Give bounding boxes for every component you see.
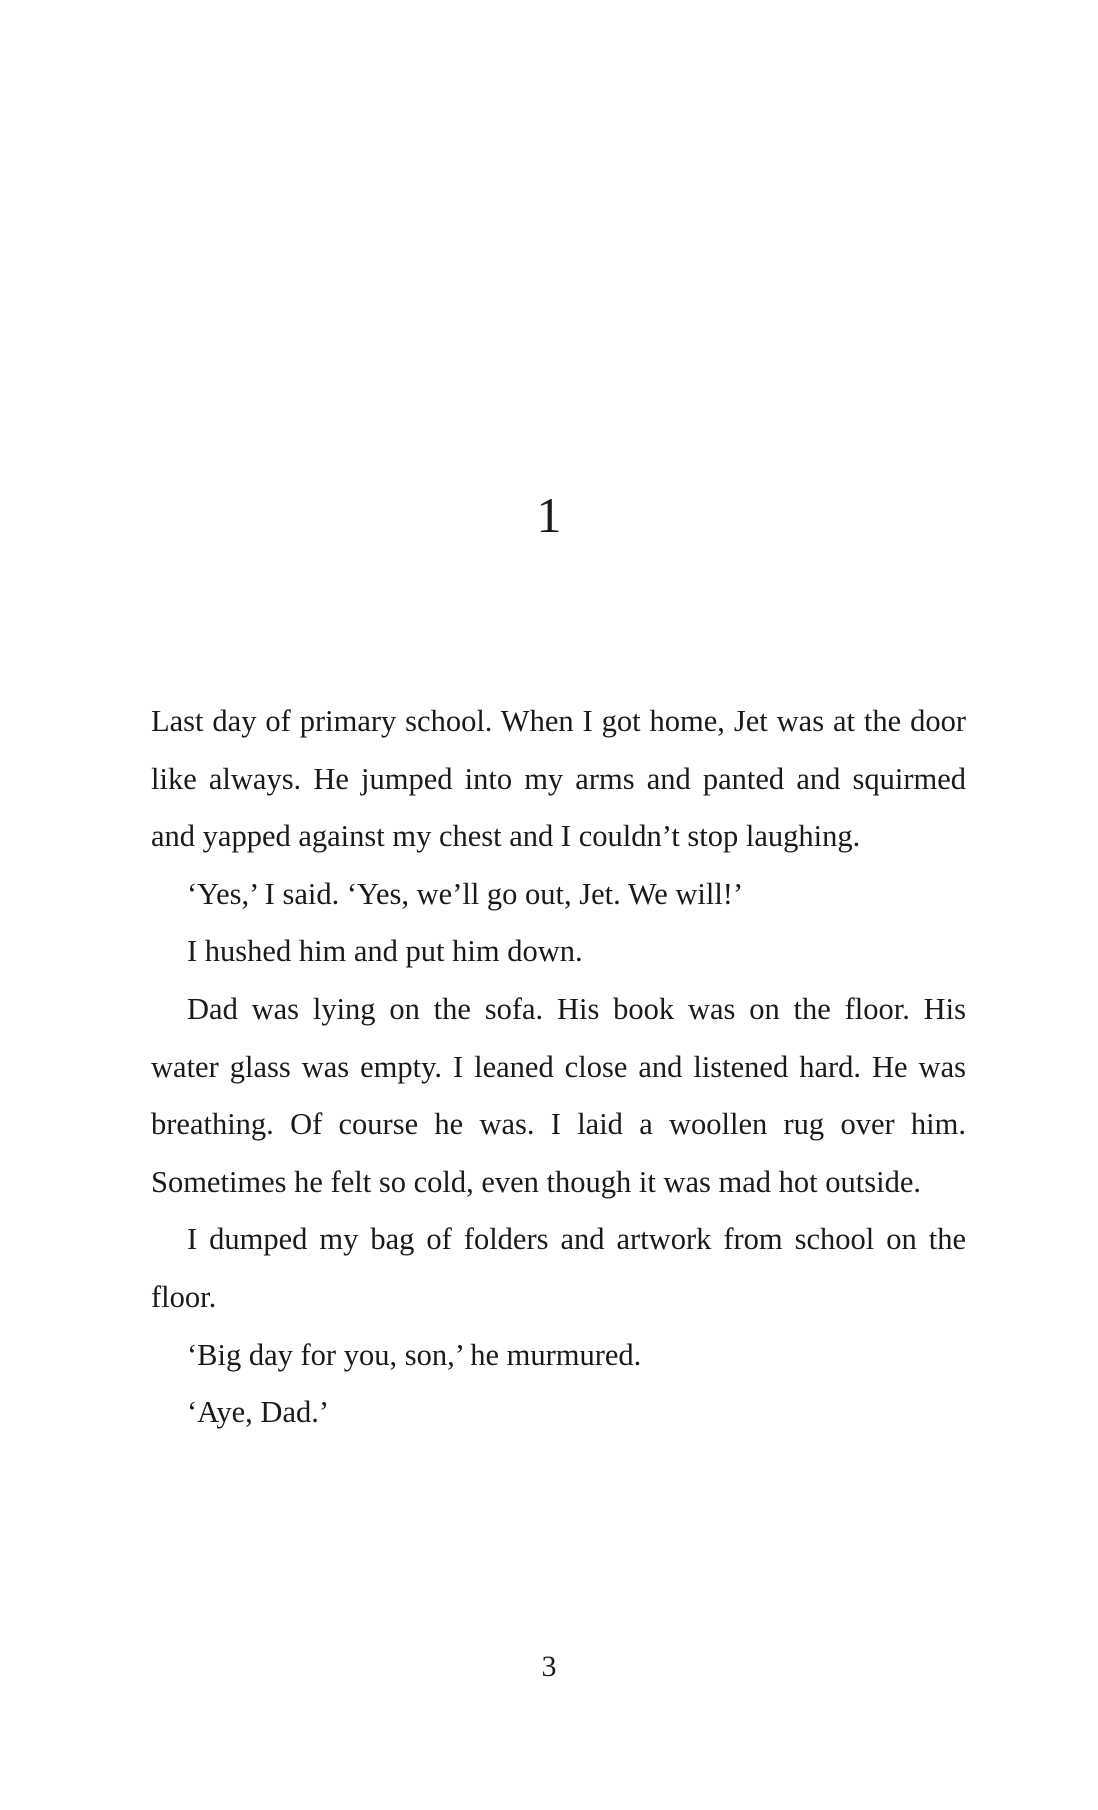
chapter-body <box>151 693 966 1442</box>
paragraph: I dumped my bag of folders and artwork from school on the floor. <box>151 1222 966 1314</box>
paragraph: ‘Yes,’ I said. ‘Yes, we’ll go out, Jet. We will!’ <box>187 876 744 911</box>
paragraph: ‘Aye, Dad.’ <box>187 1395 330 1430</box>
page-number: 3 <box>541 1650 557 1683</box>
paragraph: I hushed him and put him down. <box>187 934 583 969</box>
paragraph: Last day of primary school. When I got home, Jet was at the door like always. He jumped into my arms and panted and squirmed and yapped against my chest and I couldn’t stop laughing. <box>151 704 966 854</box>
chapter-number: 1 <box>536 487 562 543</box>
paragraph: Dad was lying on the sofa. His book was on the floor. His water glass was empty. I leaned close and listened hard. He was breathing. Of course he was. I laid a woollen rug over him. Sometimes he felt so cold, even though it was mad hot outside. <box>151 991 966 1199</box>
paragraph: ‘Big day for you, son,’ he murmured. <box>187 1337 642 1372</box>
